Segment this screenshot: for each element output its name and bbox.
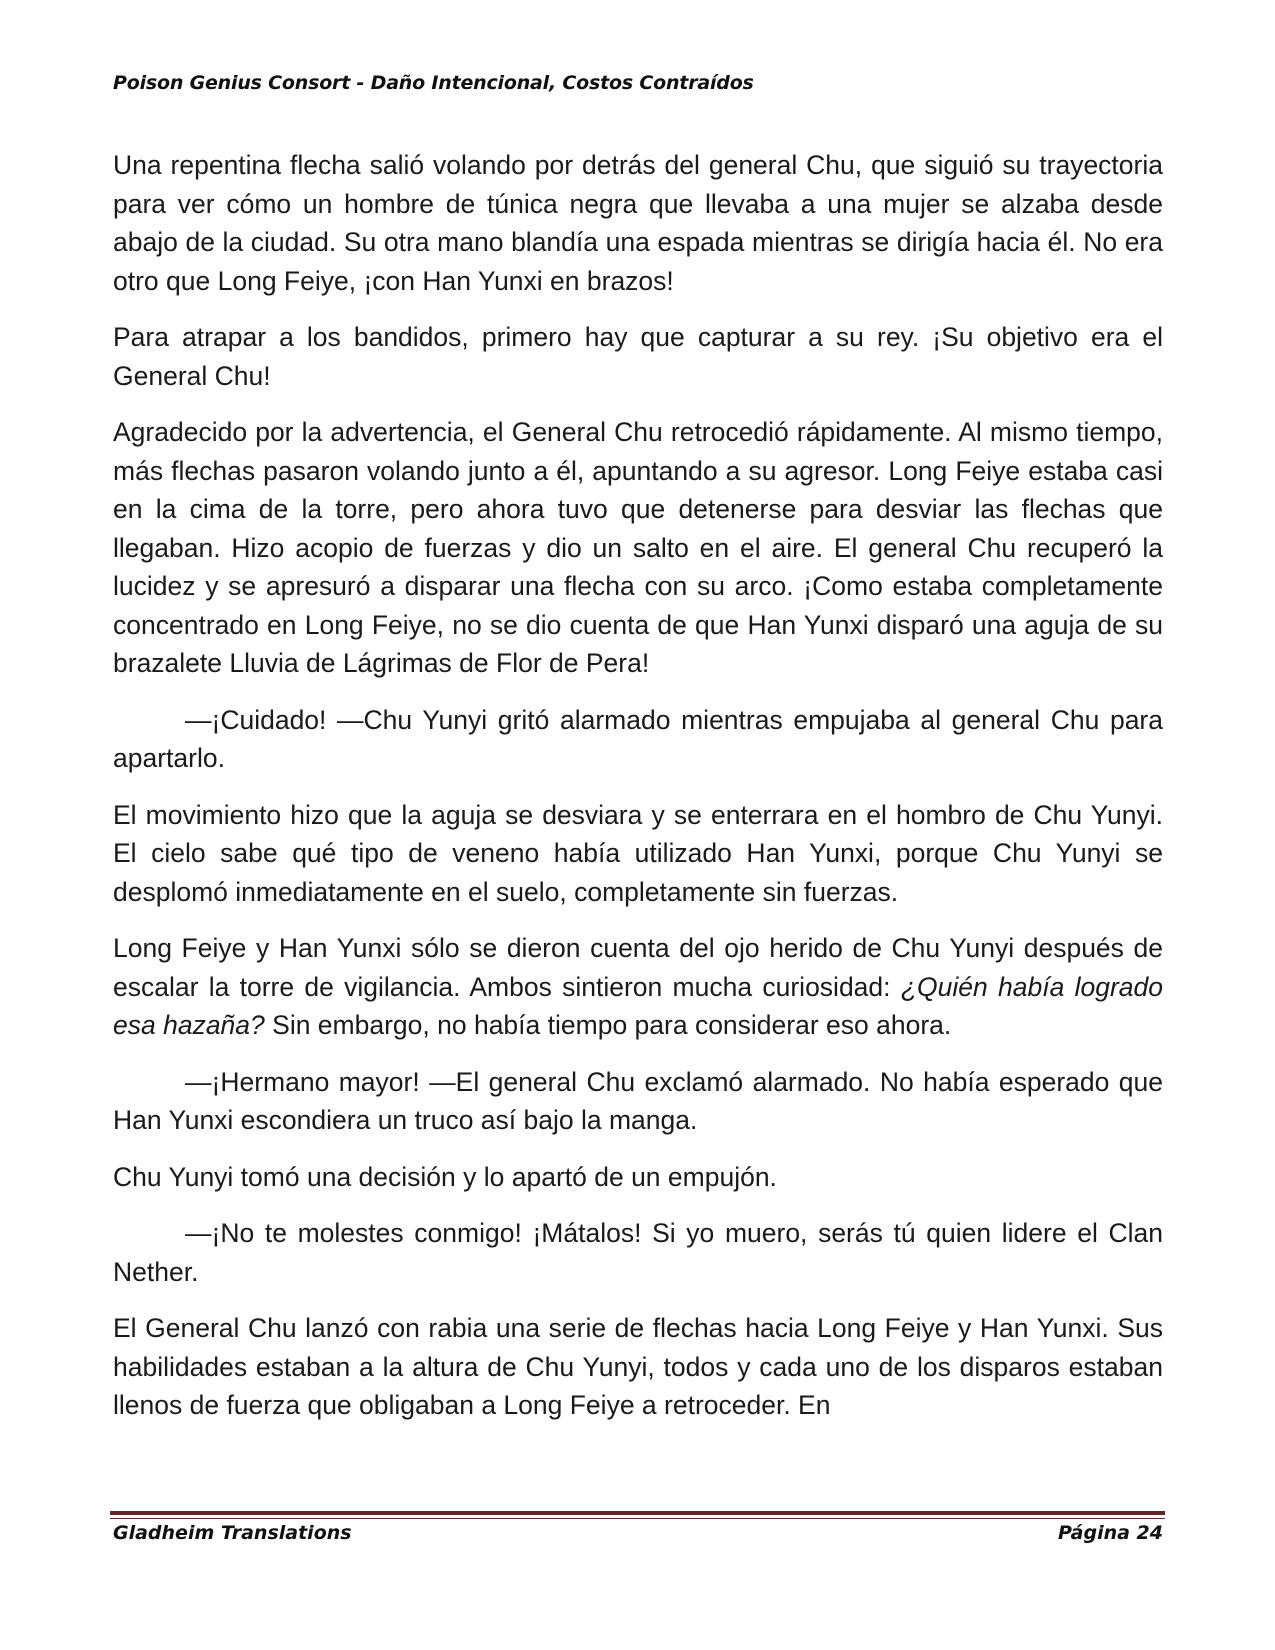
paragraph-10: El General Chu lanzó con rabia una serie de flechas hacia Long Feiye y Han Yunxi. Sus habilidades estaban a la altura de Chu Yunyi, todos y cada uno de los disparos estaban llenos de fuerza que obligaban a Long Feiye a retroceder. En bbox=[113, 1313, 1163, 1420]
paragraph-2: Para atrapar a los bandidos, primero hay que capturar a su rey. ¡Su objetivo era el General Chu! bbox=[113, 322, 1163, 391]
paragraph-6-italic-thought: ¿Quién había logrado esa hazaña? bbox=[113, 971, 1163, 1040]
paragraph-7-dialogue: —¡Hermano mayor! —El general Chu exclamó alarmado. No había esperado que Han Yunxi escondiera un truco así bajo la manga. bbox=[113, 1066, 1163, 1135]
paragraph-6 bbox=[113, 929, 1163, 1045]
paragraph-1: Una repentina flecha salió volando por detrás del general Chu, que siguió su trayectoria para ver cómo un hombre de túnica negra que llevaba a una mujer se alzaba desde abajo de la ciudad. Su otra mano blandía una espada mientras se dirigía hacia él. No era otro que Long Feiye, ¡con Han Yunxi en brazos! bbox=[113, 150, 1163, 296]
footer-page-number: Página 24 bbox=[1057, 1522, 1163, 1544]
paragraph-3: Agradecido por la advertencia, el General Chu retrocedió rápidamente. Al mismo tiempo, más flechas pasaron volando junto a él, apuntando a su agresor. Long Feiye estaba casi en la cima de la torre, pero ahora tuvo que detenerse para desviar las flechas que llegaban. Hizo acopio de fuerzas y dio un salto en el aire. El general Chu recuperó la lucidez y se apresuró a disparar una flecha con su arco. ¡Como estaba completamente concentrado en Long Feiye, no se dio cuenta de que Han Yunxi disparó una aguja de su brazalete Lluvia de Lágrimas de Flor de Pera! bbox=[113, 417, 1163, 678]
paragraph-4-dialogue: —¡Cuidado! —Chu Yunyi gritó alarmado mientras empujaba al general Chu para apartarlo. bbox=[113, 704, 1163, 773]
paragraph-6-before: Long Feiye y Han Yunxi sólo se dieron cuenta del ojo herido de Chu Yunyi después de escalar la torre de vigilancia. Ambos sintieron mucha curiosidad: bbox=[113, 933, 1163, 1002]
paragraph-9-dialogue: —¡No te molestes conmigo! ¡Mátalos! Si yo muero, serás tú quien lidere el Clan Nether. bbox=[113, 1218, 1163, 1287]
footer-divider-thin bbox=[110, 1518, 1165, 1519]
paragraph-5: El movimiento hizo que la aguja se desviara y se enterrara en el hombro de Chu Yunyi. El cielo sabe qué tipo de veneno había utilizado Han Yunxi, porque Chu Yunyi se desplomó inmediatamente en el suelo, completamente sin fuerzas. bbox=[113, 799, 1163, 907]
paragraph-8: Chu Yunyi tomó una decisión y lo apartó de un empujón. bbox=[113, 1161, 777, 1192]
document-body bbox=[113, 146, 1163, 1443]
page-header-title: Poison Genius Consort - Daño Intencional, Costos Contraídos bbox=[113, 72, 754, 94]
footer-divider-thick bbox=[110, 1511, 1165, 1515]
paragraph-6-after: Sin embargo, no había tiempo para considerar eso ahora. bbox=[264, 1010, 952, 1040]
footer-translator-credit: Gladheim Translations bbox=[113, 1522, 352, 1544]
